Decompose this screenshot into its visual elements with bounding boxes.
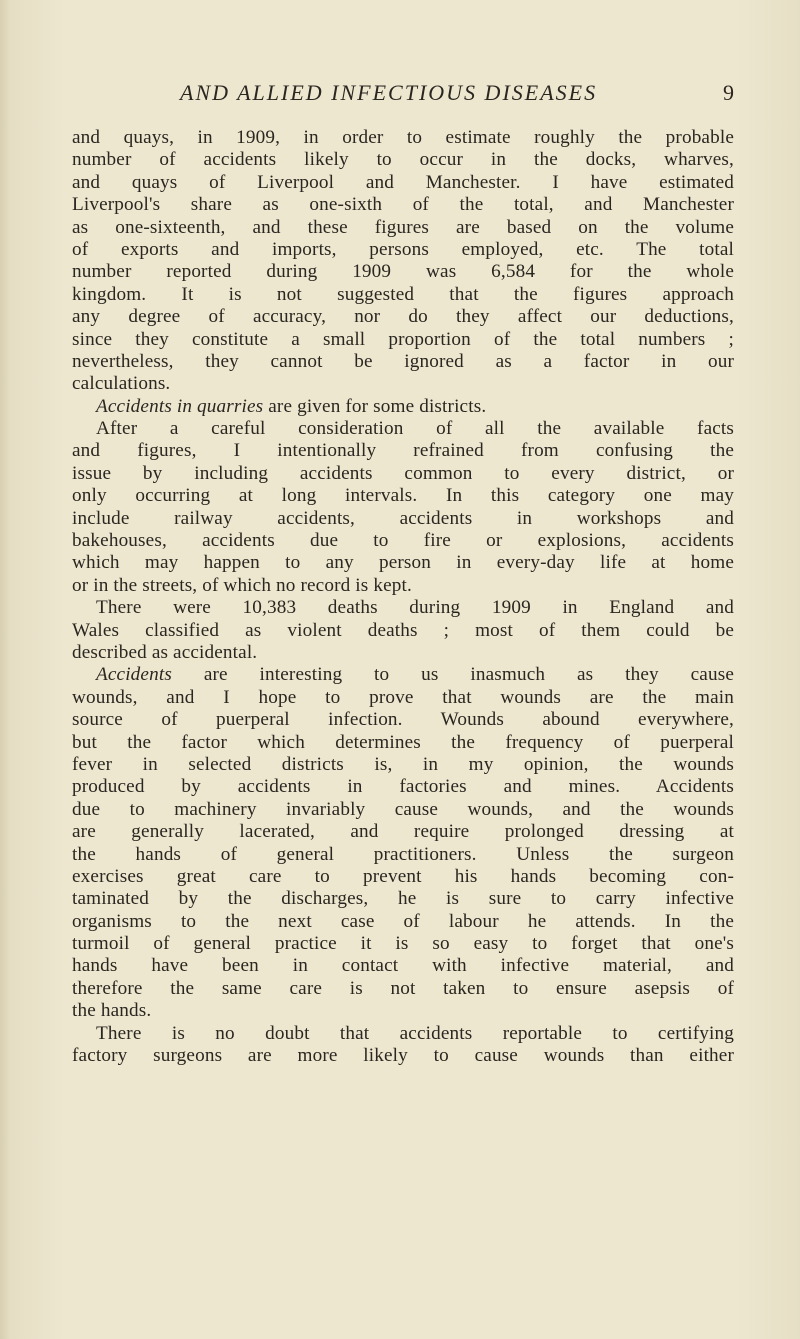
text-line: and quays, in 1909, in order to estimate roughly the probable (72, 127, 734, 148)
text-line: described as accidental. (72, 641, 258, 663)
text-line: issue by including accidents common to every district, or (72, 462, 734, 484)
text-line: only occurring at long intervals. In this category one may (72, 485, 734, 507)
text-line: of exports and imports, persons employed, etc. The total (72, 238, 734, 260)
text-line: wounds, and I hope to prove that wounds are the main (72, 686, 734, 708)
text-line: source of puerperal infection. Wounds abound everywhere, (72, 709, 734, 731)
text-line: the hands of general practitioners. Unless the surgeon (72, 843, 734, 865)
text-line: bakehouses, accidents due to fire or explosions, accidents (72, 530, 734, 552)
running-title: AND ALLIED INFECTIOUS DISEASES (180, 80, 598, 105)
text-line: and figures, I intentionally refrained from confusing the (72, 440, 734, 462)
text-line: the hands. (72, 1000, 152, 1022)
text-line: as one-sixteenth, and these figures are based on the volume (72, 216, 734, 238)
text-line: since they constitute a small proportion of the total numbers ; (72, 328, 734, 350)
text-line: which may happen to any person in every-day life at home (72, 552, 734, 574)
text-line: turmoil of general practice it is so easy to forget that one's (72, 933, 734, 955)
text-line: hands have been in contact with infective material, and (72, 955, 734, 977)
text-line: but the factor which determines the frequency of puerperal (72, 731, 734, 753)
text-line: After a careful consideration of all the available facts (96, 418, 734, 440)
running-head (72, 80, 734, 110)
text-line: include railway accidents, accidents in workshops and (72, 507, 734, 529)
text-line: any degree of accuracy, nor do they affect our deductions, (72, 306, 734, 328)
italic-heading-quarries: Accidents in quarries (96, 395, 264, 417)
text-line: nevertheless, they cannot be ignored as a factor in our (72, 350, 734, 372)
text-line: fever in selected districts is, in my opinion, the wounds (72, 753, 734, 775)
text-line: organisms to the next case of labour he attends. In the (72, 910, 734, 932)
text-line: Liverpool's share as one-sixth of the total, and Manchester (72, 194, 734, 216)
text-line: or in the streets, of which no record is kept. (72, 574, 412, 596)
text-line: due to machinery invariably cause wounds, and the wounds (72, 798, 734, 820)
text-line: Wales classified as violent deaths ; most of them could be (72, 619, 734, 641)
text-line: calculations. (72, 373, 171, 395)
text-line-remainder: are given for some districts. (268, 395, 487, 417)
text-line: There is no doubt that accidents reportable to certifying (96, 1022, 734, 1044)
text-line-accidents (72, 664, 734, 686)
page-number: 9 (723, 80, 734, 105)
text-line: number of accidents likely to occur in the docks, wharves, (72, 149, 734, 171)
page-gutter-shadow (0, 0, 10, 1339)
text-line: taminated by the discharges, he is sure to carry infective (72, 888, 734, 910)
text-line: therefore the same care is not taken to ensure asepsis of (72, 977, 734, 999)
text-line: produced by accidents in factories and mines. Accidents (72, 776, 734, 798)
text-line: and quays of Liverpool and Manchester. I have estimated (72, 171, 734, 193)
body-text (72, 127, 734, 1067)
text-line: are generally lacerated, and require prolonged dressing at (72, 821, 734, 843)
text-line: number reported during 1909 was 6,584 for the whole (72, 261, 734, 283)
text-line: There were 10,383 deaths during 1909 in England and (96, 597, 734, 619)
text-line: exercises great care to prevent his hands becoming con- (72, 865, 734, 887)
text-line: factory surgeons are more likely to cause wounds than either (72, 1045, 734, 1067)
text-line-quarries (72, 396, 734, 418)
italic-heading-accidents: Accidents (96, 664, 172, 686)
text-line-remainder: are interesting to us inasmuch as they cause (203, 664, 734, 686)
text-line: kingdom. It is not suggested that the figures approach (72, 283, 734, 305)
